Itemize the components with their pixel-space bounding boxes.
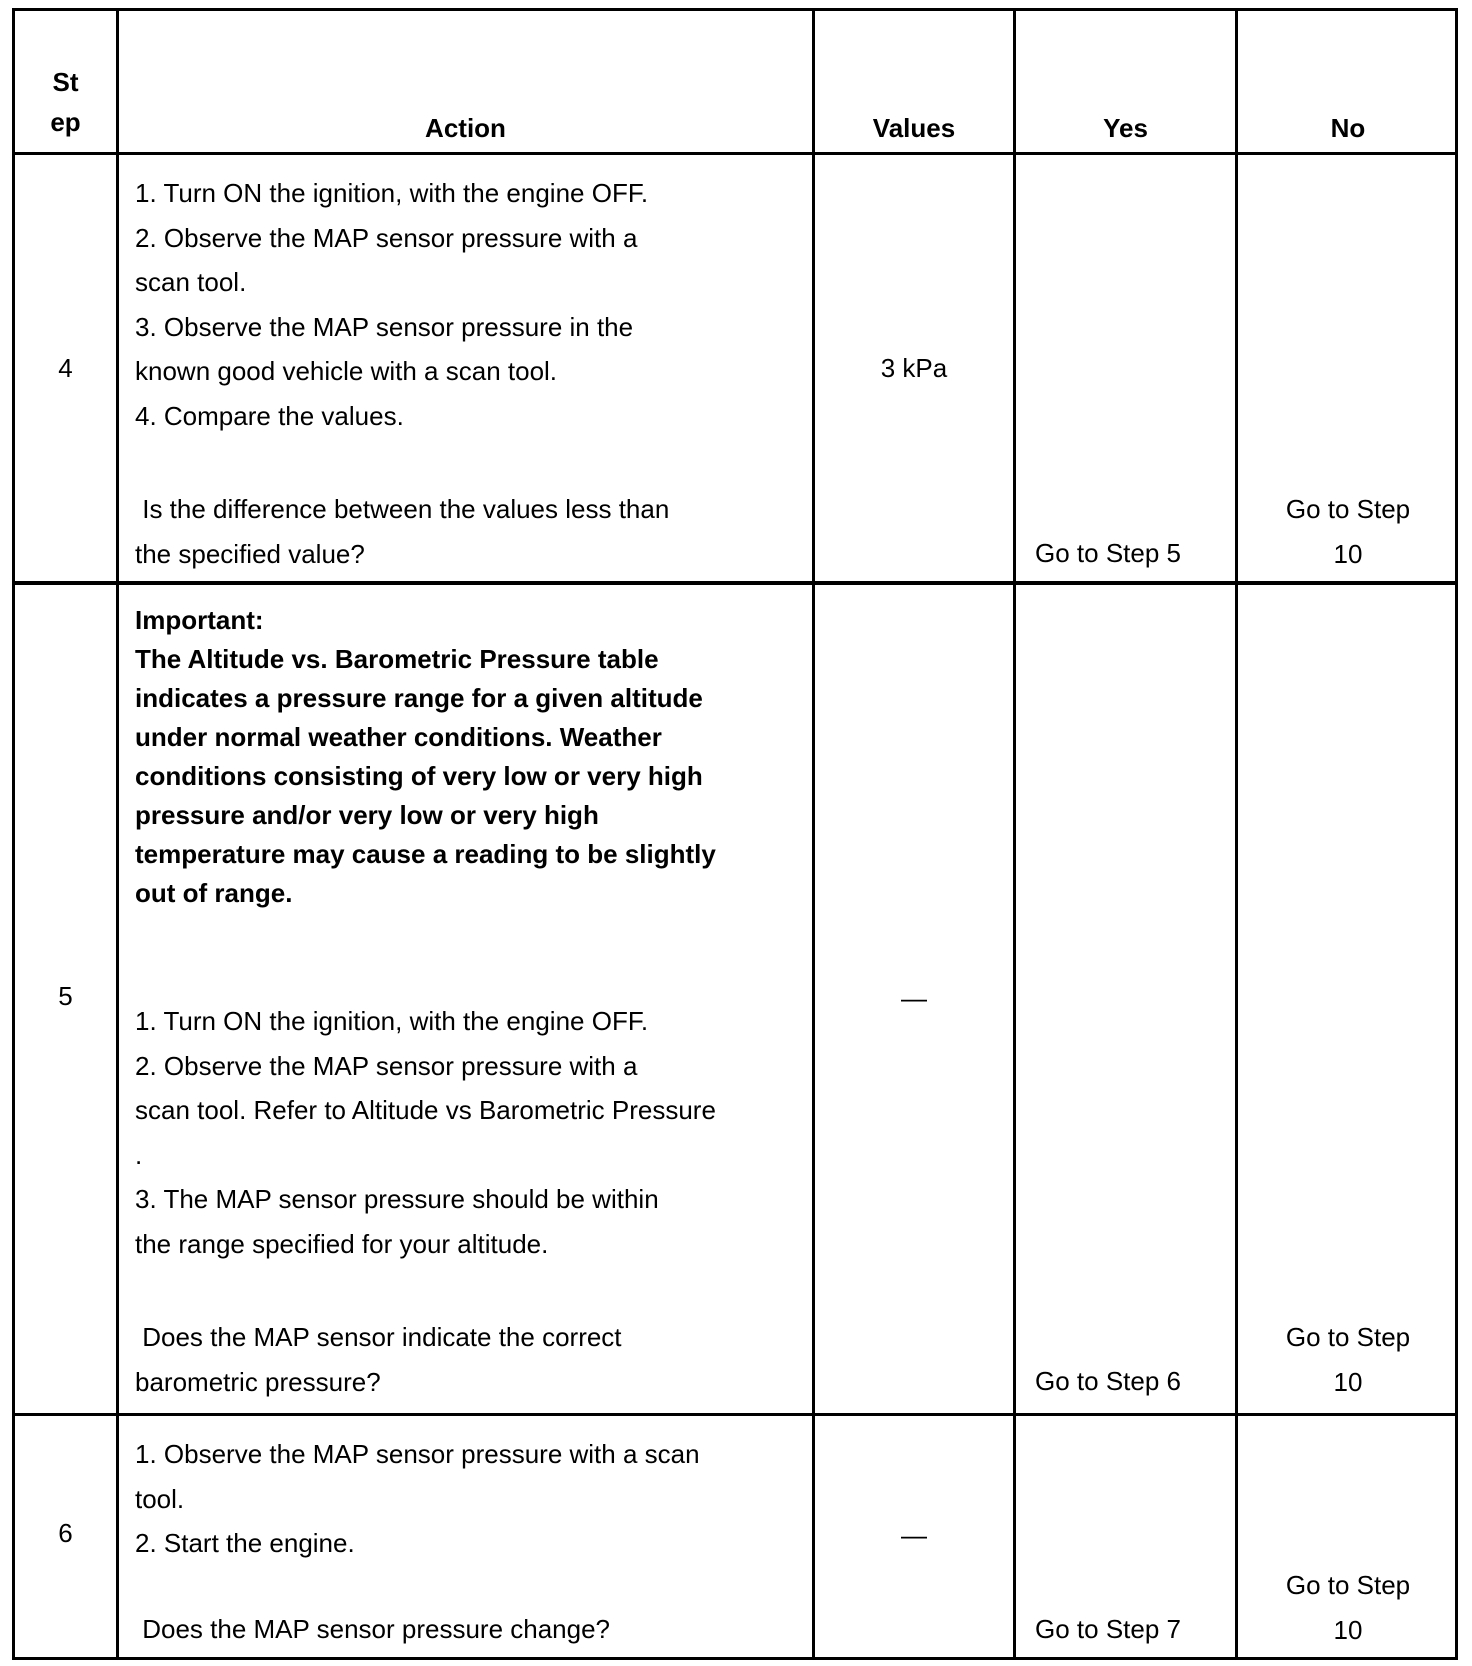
action-question (135, 1315, 622, 1404)
important-line: temperature may cause a reading to be slightly (135, 839, 716, 869)
action-line: 1. Turn ON the ignition, with the engine OFF. (135, 1006, 649, 1036)
question-line: Does the MAP sensor indicate the correct (135, 1322, 622, 1352)
action-line: 1. Turn ON the ignition, with the engine OFF. (135, 178, 649, 208)
question-line: Is the difference between the values less than (135, 494, 670, 524)
yes-cell: Go to Step 7 (1035, 1614, 1181, 1644)
no-line: Go to Step (1285, 1570, 1411, 1600)
action-line: known good vehicle with a scan tool. (135, 356, 558, 387)
column-divider (1013, 11, 1016, 1657)
header-action: Action (425, 113, 506, 143)
action-steps (135, 1432, 700, 1566)
important-note (135, 601, 716, 913)
yes-cell: Go to Step 5 (1035, 538, 1181, 568)
header-step-line2: ep (50, 107, 81, 137)
important-line: pressure and/or very low or very high (135, 800, 599, 830)
action-line: 1. Observe the MAP sensor pressure with a scan (135, 1439, 700, 1469)
row-divider (15, 581, 1455, 585)
value-cell: — (901, 1520, 927, 1550)
important-heading: Important: (135, 605, 264, 635)
question-line: Does the MAP sensor pressure change? (135, 1614, 611, 1644)
yes-cell: Go to Step 6 (1035, 1366, 1181, 1396)
important-line: under normal weather conditions. Weather (135, 722, 662, 752)
important-line: The Altitude vs. Barometric Pressure table (135, 644, 659, 674)
header-divider (15, 152, 1455, 155)
action-line: tool. (135, 1483, 185, 1514)
action-steps (135, 171, 648, 439)
action-line: 4. Compare the values. (135, 400, 404, 431)
header-yes: Yes (1103, 113, 1148, 143)
value-cell: — (901, 983, 927, 1013)
action-line: scan tool. Refer to Altitude vs Barometric Pressure (135, 1095, 716, 1126)
action-line: 2. Observe the MAP sensor pressure with a (135, 222, 638, 253)
important-line: conditions consisting of very low or very high (135, 761, 703, 791)
diagnostic-table (12, 8, 1458, 1660)
step-number: 5 (58, 981, 73, 1011)
no-line: 10 (1333, 1614, 1363, 1645)
header-step-line1: St (52, 67, 79, 97)
question-line: the specified value? (135, 538, 365, 569)
important-line: out of range. (135, 878, 293, 908)
action-line: 2. Observe the MAP sensor pressure with a (135, 1050, 638, 1081)
no-line: 10 (1333, 538, 1363, 569)
question-line: barometric pressure? (135, 1366, 381, 1397)
no-cell (1238, 1563, 1458, 1652)
action-line: scan tool. (135, 267, 247, 298)
no-line: 10 (1333, 1366, 1363, 1397)
step-number: 6 (58, 1518, 73, 1548)
column-divider (116, 11, 119, 1657)
step-number: 4 (58, 353, 73, 383)
header-step (15, 62, 116, 142)
important-line: indicates a pressure range for a given altitude (135, 683, 703, 713)
action-steps (135, 999, 716, 1267)
action-line: . (135, 1139, 143, 1170)
column-divider (1235, 11, 1238, 1657)
no-cell (1238, 1315, 1458, 1404)
row-divider (15, 1413, 1455, 1416)
action-question (135, 1607, 610, 1652)
no-line: Go to Step (1285, 1322, 1411, 1352)
action-question (135, 487, 669, 576)
action-line: 3. The MAP sensor pressure should be within (135, 1184, 659, 1215)
header-no: No (1330, 113, 1366, 143)
value-cell: 3 kPa (880, 353, 948, 383)
header-values: Values (872, 113, 956, 143)
no-line: Go to Step (1285, 494, 1411, 524)
action-line: 2. Start the engine. (135, 1528, 355, 1559)
no-cell (1238, 487, 1458, 576)
action-line: the range specified for your altitude. (135, 1228, 549, 1259)
column-divider (812, 11, 815, 1657)
action-line: 3. Observe the MAP sensor pressure in the (135, 311, 634, 342)
